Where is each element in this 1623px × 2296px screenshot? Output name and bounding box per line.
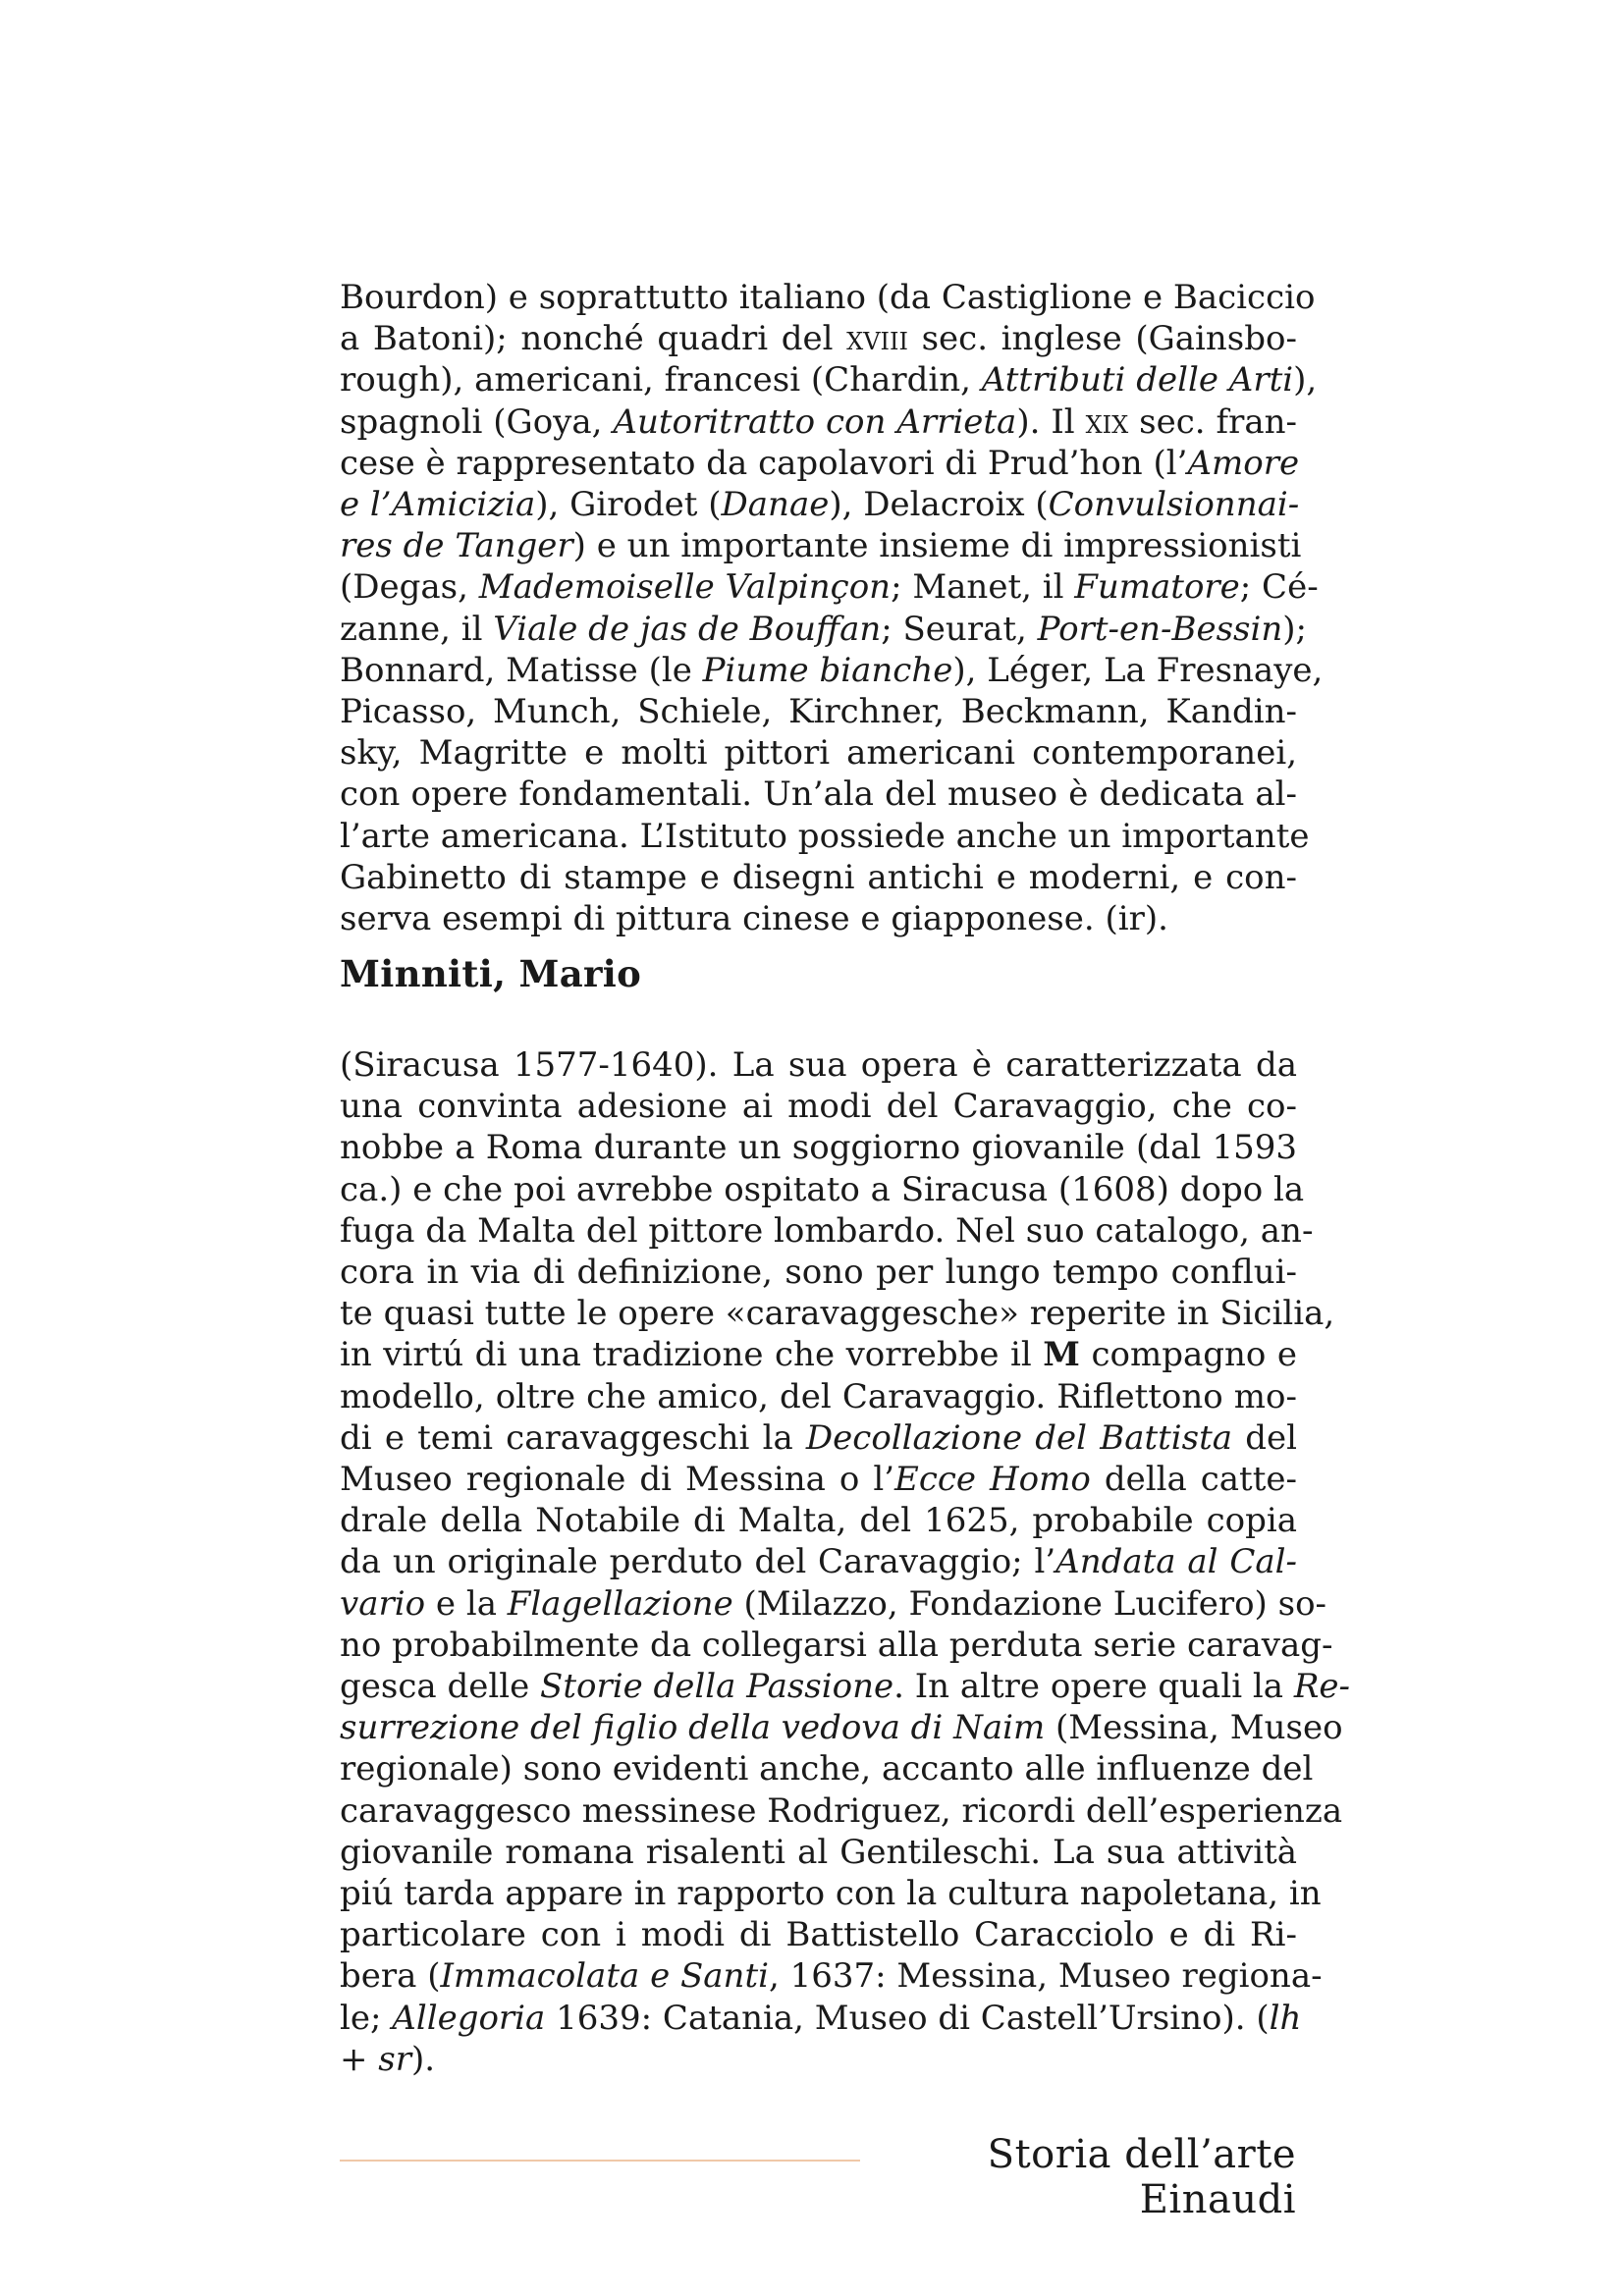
text-line: in virtú di una tradizione che vorrebbe il M compagno e <box>340 1335 1297 1375</box>
footer-rule <box>340 2160 860 2162</box>
text-line: Bonnard, Matisse (le Piume bianche), Léger, La Fresnaye, <box>340 650 1324 690</box>
text-line: regionale) sono evidenti anche, accanto alle influenze del <box>340 1749 1314 1789</box>
text-line: rough), americani, francesi (Chardin, Attributi delle Arti), <box>340 360 1318 400</box>
text-line: (Degas, Mademoiselle Valpinçon; Manet, il Fumatore; Cé- <box>340 567 1319 608</box>
footer-publisher: Storia dell’arte Einaudi <box>987 2132 1296 2222</box>
text-line: serva esempi di pittura cinese e giapponese. (ir). <box>340 899 1168 939</box>
text-line: giovanile romana risalenti al Gentileschi. La sua attività <box>340 1832 1297 1872</box>
body-text-continuation <box>340 277 1324 939</box>
text-line: l’arte americana. L’Istituto possiede anche un importante <box>340 816 1310 856</box>
text-line: Picasso, Munch, Schiele, Kirchner, Beckmann, Kandin- <box>340 692 1297 732</box>
text-line: e l’Amicizia), Girodet (Danae), Delacroix (Convulsionnai- <box>340 485 1300 525</box>
text-line: a Batoni); nonché quadri del xviii sec. inglese (Gainsbo- <box>340 319 1297 359</box>
text-line: gesca delle Storie della Passione. In altre opere quali la Re- <box>340 1667 1351 1707</box>
text-line: ca.) e che poi avrebbe ospitato a Siracusa (1608) dopo la <box>340 1169 1305 1209</box>
text-line: sky, Magritte e molti pittori americani contemporanei, <box>340 733 1297 774</box>
text-line: bera (Immacolata e Santi, 1637: Messina, Museo regiona- <box>340 1956 1323 1997</box>
text-line: modello, oltre che amico, del Caravaggio. Riflettono mo- <box>340 1376 1297 1416</box>
text-line: caravaggesco messinese Rodriguez, ricordi dell’esperienza <box>340 1790 1343 1831</box>
text-line: cora in via di definizione, sono per lungo tempo conflui- <box>340 1253 1297 1293</box>
text-line: Bourdon) e soprattutto italiano (da Castiglione e Baciccio <box>340 278 1316 317</box>
text-line: zanne, il Viale de jas de Bouffan; Seurat, Port-en-Bessin); <box>340 609 1308 649</box>
text-line: da un originale perduto del Caravaggio; l’Andata al Cal- <box>340 1542 1297 1582</box>
text-line: no probabilmente da collegarsi alla perduta serie caravag- <box>340 1625 1333 1665</box>
text-line: una convinta adesione ai modi del Caravaggio, che co- <box>340 1087 1297 1127</box>
text-line: Gabinetto di stampe e disegni antichi e moderni, e con- <box>340 857 1297 897</box>
text-line: le; Allegoria 1639: Catania, Museo di Castell’Ursino). (lh <box>340 1998 1302 2038</box>
text-line: Museo regionale di Messina o l’Ecce Homo della catte- <box>340 1460 1297 1500</box>
text-line: di e temi caravaggeschi la Decollazione del Battista del <box>340 1417 1297 1458</box>
text-line: nobbe a Roma durante un soggiorno giovanile (dal 1593 <box>340 1128 1297 1168</box>
text-line: particolare con i modi di Battistello Caracciolo e di Ri- <box>340 1915 1297 1955</box>
text-line: surrezione del figlio della vedova di Naim (Messina, Museo <box>340 1708 1343 1748</box>
text-line: (Siracusa 1577-1640). La sua opera è caratterizzata da <box>340 1045 1297 1085</box>
text-line: spagnoli (Goya, Autoritratto con Arrieta). Il xix sec. fran- <box>340 401 1297 442</box>
text-line: piú tarda appare in rapporto con la cultura napoletana, in <box>340 1874 1322 1914</box>
text-line: + sr). <box>340 2039 436 2079</box>
entry-body-text <box>340 1044 1351 2080</box>
text-line: vario e la Flagellazione (Milazzo, Fondazione Lucifero) so- <box>340 1583 1327 1624</box>
text-line: drale della Notabile di Malta, del 1625, probabile copia <box>340 1501 1297 1541</box>
text-line: cese è rappresentato da capolavori di Prud’hon (l’Amore <box>340 443 1300 483</box>
text-line: te quasi tutte le opere «caravaggesche» reperite in Sicilia, <box>340 1294 1335 1334</box>
text-line: res de Tanger) e un importante insieme di impressionisti <box>340 526 1302 566</box>
entry-title: Minniti, Mario <box>340 952 642 995</box>
text-line: fuga da Malta del pittore lombardo. Nel suo catalogo, an- <box>340 1210 1314 1251</box>
text-line: con opere fondamentali. Un’ala del museo è dedicata al- <box>340 774 1297 815</box>
